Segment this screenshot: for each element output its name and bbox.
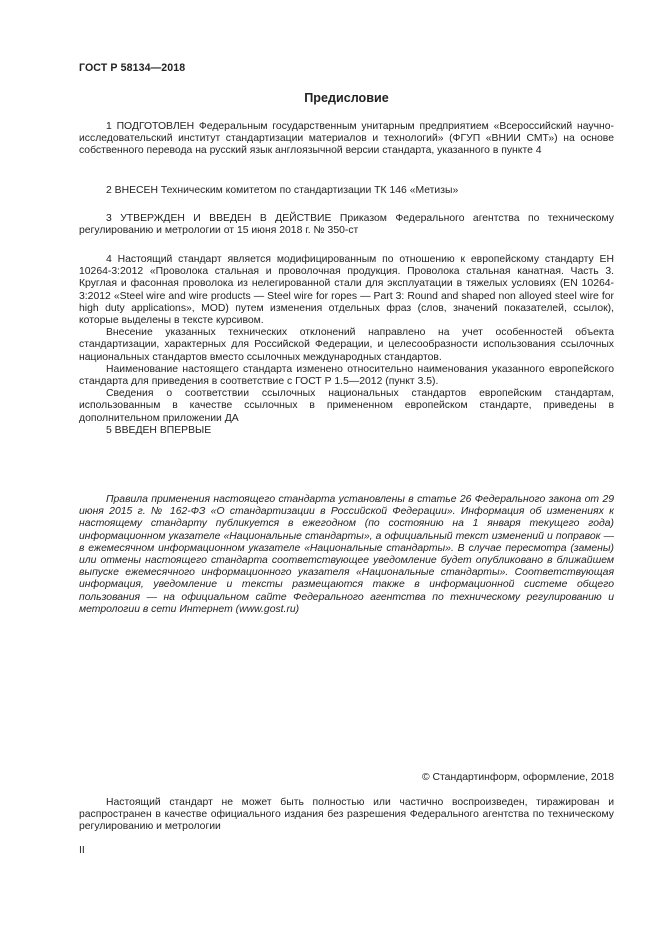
preface-title: Предисловие	[304, 91, 389, 105]
preface-item-5	[79, 425, 614, 437]
preface-item-4	[79, 254, 614, 425]
preface-item-2-text: 2 ВНЕСЕН Техническим комитетом по стандартизации ТК 146 «Метизы»	[106, 185, 459, 196]
preface-item-4-paragraph-1: 4 Настоящий стандарт является модифицированным по отношению к европейскому стандарту ЕН 10264-3:2012 «Проволока стальная и проволочная продукция. Проволока стальная канатная. Часть 3. Круглая и фасонная проволока из нелегированной стали для эксплуатации в тяжелых условиях (EN 10264-3:2012 «Steel wire and wire products — Steel wire for ropes — Part 3: Round and shaped non alloyed steel wire for high duty applications», MOD) путем изменения отдельных фраз (слов, значений показателей, ссылок), которые выделены в тексте курсивом.	[79, 254, 614, 327]
preface-item-4-paragraph-2: Внесение указанных технических отклонений направлено на учет особенностей объекта стандартизации, характерных для Российской Федерации, и целесообразности использования ссылочных национальных стандартов вместо ссылочных международных стандартов.	[79, 327, 614, 363]
preface-item-2	[79, 185, 614, 197]
reproduction-notice-text: Настоящий стандарт не может быть полностью или частично воспроизведен, тиражирован и распространен в качестве официального издания без разрешения Федерального агентства по техническому регулированию и метрологии	[79, 797, 614, 833]
rules-notice	[79, 494, 614, 616]
preface-item-1	[79, 121, 614, 158]
rules-notice-text: Правила применения настоящего стандарта установлены в статье 26 Федерального закона от 29 июня 2015 г. № 162-ФЗ «О стандартизации в Российской Федерации». Информация об изменениях к настоящему стандарту публикуется в ежегодном (по состоянию на 1 января текущего года) информационном указателе «Национальные стандарты», а официальный текст изменений и поправок — в ежемесячном информационном указателе «Национальные стандарты». В случае пересмотра (замены) или отмены настоящего стандарта соответствующее уведомление будет опубликовано в ближайшем выпуске ежемесячного информационного указателя «Национальные стандарты». Соответствующая информация, уведомление и тексты размещаются также в информационной системе общего пользования — на официальном сайте Федерального агентства по техническому регулированию и метрологии в сети Интернет (www.gost.ru)	[79, 494, 614, 615]
preface-item-4-paragraph-4: Сведения о соответствии ссылочных национальных стандартов европейским стандартам, использованным в качестве ссылочных в примененном европейском стандарте, приведены в дополнительном приложении ДА	[79, 388, 614, 424]
preface-item-3	[79, 213, 614, 237]
preface-item-4-paragraph-3: Наименование настоящего стандарта изменено относительно наименования указанного европейского стандарта для приведения в соответствие с ГОСТ Р 1.5—2012 (пункт 3.5).	[79, 363, 614, 388]
reproduction-notice	[79, 797, 614, 834]
preface-item-5-text: 5 ВВЕДЕН ВПЕРВЫЕ	[106, 425, 212, 436]
preface-item-1-text: 1 ПОДГОТОВЛЕН Федеральным государственным унитарным предприятием «Всероссийский научно-исследовательский институт стандартизации материалов и технологий» (ФГУП «ВНИИ СМТ») на основе собственного перевода на русский язык англоязычной версии стандарта, указанного в пункте 4	[79, 121, 614, 157]
standard-code-header: ГОСТ Р 58134—2018	[79, 62, 186, 74]
copyright-line: © Стандартинформ, оформление, 2018	[421, 772, 614, 783]
page-number: II	[79, 845, 85, 856]
preface-item-3-text: 3 УТВЕРЖДЕН И ВВЕДЕН В ДЕЙСТВИЕ Приказом Федерального агентства по техническому регулированию и метрологии от 15 июня 2018 г. № 350-ст	[79, 213, 614, 237]
